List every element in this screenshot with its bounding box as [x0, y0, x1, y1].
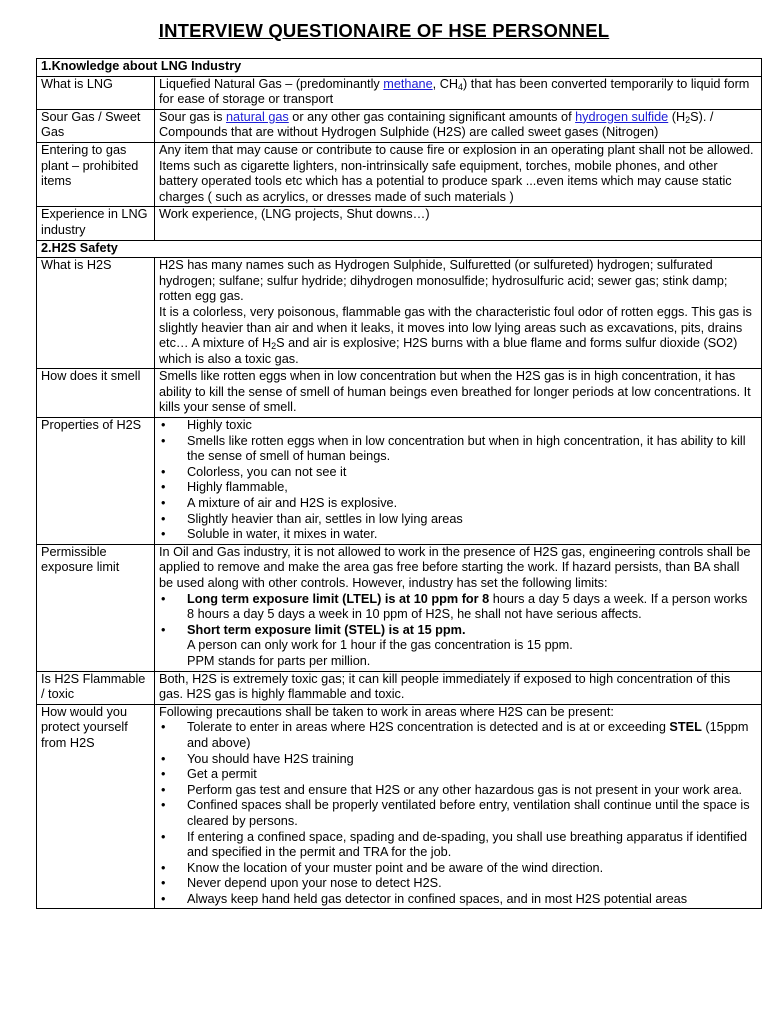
list-item: • Smells like rotten eggs when in low concentration but when in high concentration, it has ability to kill the sense of smell of human beings.	[159, 434, 757, 465]
answer-text: hours a day 5 days a week. If a person works 8 hours a day 5 days a week in 10 ppm of H2S, he shall not have serious affects.	[187, 591, 748, 622]
list-item: • Always keep hand held gas detector in confined spaces, and in most H2S potential areas	[159, 892, 757, 908]
answer-cell	[155, 109, 762, 142]
stel-bold-text: STEL	[669, 720, 702, 735]
table-row	[37, 704, 762, 909]
table-row	[37, 671, 762, 704]
answer-text: It is a colorless, very poisonous, flammable gas with the characteristic foul odor of rotten eggs. This gas is slightly heavier than air and when it leaks, it moves into low lying areas such as excavations, pits, drains etc… A mixture of H	[159, 304, 752, 351]
answer-paragraph: Following precautions shall be taken to work in areas where H2S can be present:	[159, 704, 614, 719]
list-item	[159, 720, 757, 751]
answer-cell	[155, 544, 762, 671]
table-row	[37, 76, 762, 109]
question-cell: Properties of H2S	[37, 418, 155, 545]
table-row	[37, 142, 762, 206]
answer-text: PPM stands for parts per million.	[187, 653, 371, 668]
answer-cell: Any item that may cause or contribute to cause fire or explosion in an operating plant shall not be allowed. Items such as cigarette lighters, non-intrinsically safe equipment, torches, mobile phones, and other battery operated tools etc which has a potential to produce spark ...even items which may cause static charges ( such as acrylics, or dresses made of such materials )	[155, 142, 762, 206]
list-item: • Slightly heavier than air, settles in low lying areas	[159, 512, 757, 528]
answer-cell: Smells like rotten eggs when in low concentration but when the H2S gas is in high concentration, it has ability to kill the sense of smell of human beings even breathed for longer periods at low concentrations. It kills your sense of smell.	[155, 369, 762, 418]
table-row	[37, 258, 762, 369]
answer-text: S and air is explosive; H2S burns with a blue flame and forms sulfur dioxide (SO2) which is also a toxic gas.	[159, 336, 738, 366]
properties-list	[159, 418, 757, 543]
precautions-list	[159, 720, 757, 907]
subscript: 2	[685, 114, 691, 125]
subscript: 4	[458, 81, 464, 92]
answer-cell: Both, H2S is extremely toxic gas; it can kill people immediately if exposed to high concentration of this gas. H2S gas is highly flammable and toxic.	[155, 671, 762, 704]
section-heading-row	[37, 59, 762, 77]
answer-text: Liquefied Natural Gas – (predominantly	[159, 76, 384, 91]
question-cell: What is LNG	[37, 76, 155, 109]
answer-text: A person can only work for 1 hour if the gas concentration is 15 ppm.	[187, 638, 573, 653]
answer-cell: Work experience, (LNG projects, Shut downs…)	[155, 207, 762, 240]
list-item: • Soluble in water, it mixes in water.	[159, 527, 757, 543]
list-item	[159, 623, 757, 670]
page-title: INTERVIEW QUESTIONAIRE OF HSE PERSONNEL	[158, 20, 610, 41]
table-row	[37, 418, 762, 545]
question-cell: Sour Gas / Sweet Gas	[37, 109, 155, 142]
table-row	[37, 207, 762, 240]
section-heading-row	[37, 240, 762, 258]
answer-cell	[155, 76, 762, 109]
answer-paragraph: In Oil and Gas industry, it is not allowed to work in the presence of H2S gas, engineering controls shall be applied to remove and make the area gas free before starting the work. If hazard persists, than BA shall be used along with other controls. However, industry has set the following limits:	[159, 544, 751, 590]
stel-bold-text: Short term exposure limit (STEL) is at 15 ppm.	[187, 622, 466, 637]
table-row	[37, 369, 762, 418]
answer-text: S). / Compounds that are without Hydrogen Sulphide (H2S) are called sweet gases (Nitrogen)	[159, 109, 714, 140]
answer-text: or any other gas containing significant amounts of	[288, 109, 576, 124]
section-heading: 2.H2S Safety	[37, 240, 762, 258]
ltel-bold-text: Long term exposure limit (LTEL) is at 10 ppm for 8	[187, 591, 490, 606]
answer-text: , CH	[432, 76, 459, 91]
answer-paragraph: H2S has many names such as Hydrogen Sulphide, Sulfuretted (or sulfureted) hydrogen; sulfurated hydrogen; sulfane; sulfur hydride; dihydrogen monosulfide; hydrosulfuric acid; sewer gas; stink damp; rotten egg gas.	[159, 258, 728, 304]
question-cell: Entering to gas plant – prohibited items	[37, 142, 155, 206]
question-cell: Experience in LNG industry	[37, 207, 155, 240]
hydrogen-sulfide-link[interactable]: hydrogen sulfide	[575, 109, 669, 124]
list-item	[159, 592, 757, 623]
answer-text: Tolerate to enter in areas where H2S concentration is detected and is at or exceeding	[187, 720, 670, 735]
answer-text: Sour gas is	[159, 109, 226, 124]
questionnaire-table	[36, 58, 762, 909]
answer-cell	[155, 258, 762, 369]
exposure-limits-list	[159, 592, 757, 670]
answer-text: (15ppm and above)	[187, 720, 749, 750]
natural-gas-link[interactable]: natural gas	[226, 109, 289, 124]
table-row	[37, 544, 762, 671]
answer-paragraph	[159, 305, 757, 367]
list-item: • Get a permit	[159, 767, 757, 783]
methane-link[interactable]: methane	[383, 76, 433, 91]
list-item: • Know the location of your muster point and be aware of the wind direction.	[159, 861, 757, 877]
answer-text: (H	[668, 109, 686, 124]
answer-text: ) that has been converted temporarily to liquid form for ease of storage or transport	[159, 76, 750, 107]
list-item: • Highly flammable,	[159, 480, 757, 496]
subscript: 2	[271, 341, 277, 352]
list-item: • Confined spaces shall be properly ventilated before entry, ventilation shall continue until the space is cleared by persons.	[159, 798, 757, 829]
question-cell: Permissible exposure limit	[37, 544, 155, 671]
list-item: • Perform gas test and ensure that H2S or any other hazardous gas is not present in your work area.	[159, 783, 757, 799]
list-item: • You should have H2S training	[159, 752, 757, 768]
list-item: • If entering a confined space, spading and de-spading, you shall use breathing apparatus if identified and specified in the permit and TRA for the job.	[159, 830, 757, 861]
section-heading: 1.Knowledge about LNG Industry	[37, 59, 762, 77]
list-item: • Never depend upon your nose to detect H2S.	[159, 876, 757, 892]
list-item: • Colorless, you can not see it	[159, 465, 757, 481]
answer-cell	[155, 418, 762, 545]
question-cell: How does it smell	[37, 369, 155, 418]
list-item: • A mixture of air and H2S is explosive.	[159, 496, 757, 512]
question-cell: What is H2S	[37, 258, 155, 369]
answer-cell	[155, 704, 762, 909]
question-cell: Is H2S Flammable / toxic	[37, 671, 155, 704]
question-cell: How would you protect yourself from H2S	[37, 704, 155, 909]
table-row	[37, 109, 762, 142]
list-item: • Highly toxic	[159, 418, 757, 434]
